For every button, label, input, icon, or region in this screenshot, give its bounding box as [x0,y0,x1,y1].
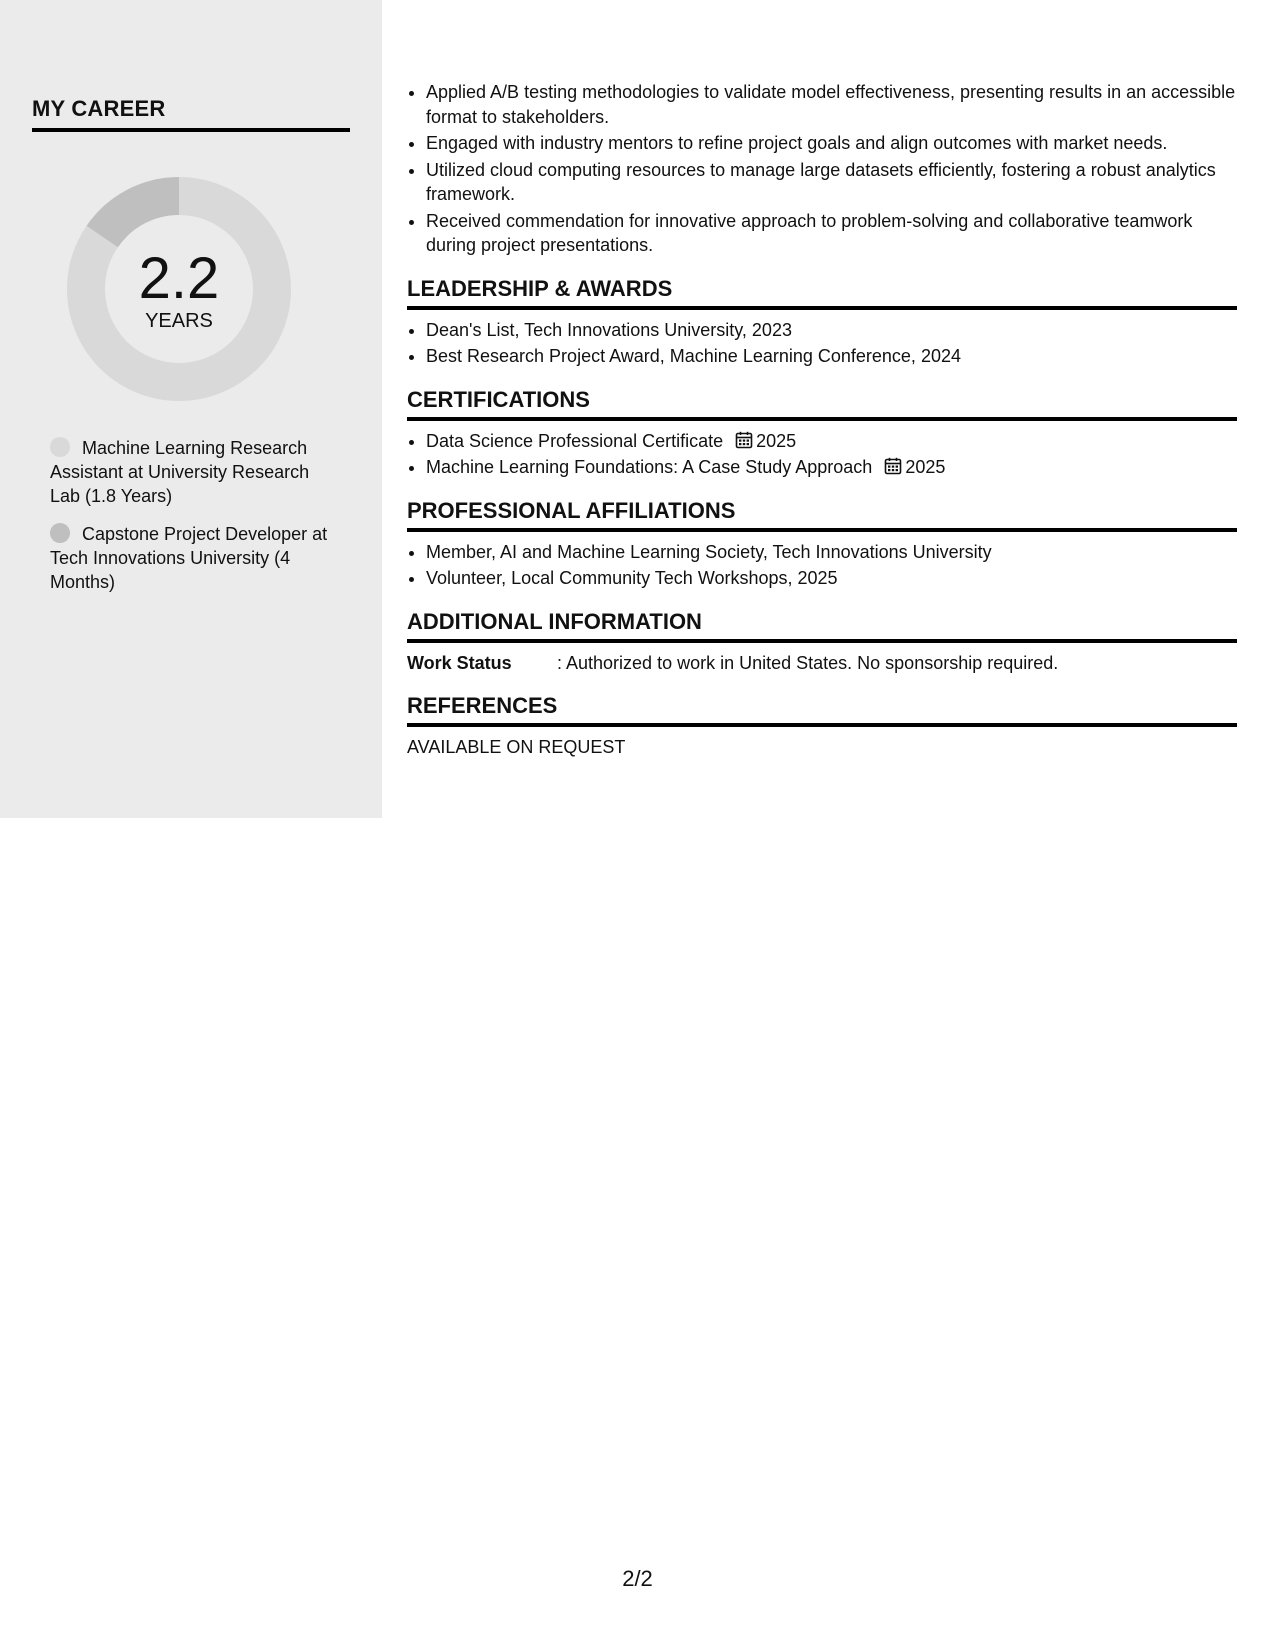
section-title: REFERENCES [407,692,558,718]
legend-item-capstone [50,522,330,594]
certifications-section [407,385,1237,480]
section-rule [407,417,1237,421]
legend-dot-icon [50,437,70,457]
leadership-section [407,274,1237,369]
list-item: • Received commendation for innovative approach to problem-solving and collaborative teamwork during project presentations. [426,209,1237,258]
list-item: • Engaged with industry mentors to refine project goals and align outcomes with market needs. [426,131,1237,156]
career-total-years: 2.2 [138,246,220,311]
list-item: • Dean's List, Tech Innovations University, 2023 [426,318,1237,343]
list-item: • Member, AI and Machine Learning Society, Tech Innovations University [426,540,1237,565]
additional-info-section [407,607,1237,675]
section-rule [407,306,1237,310]
references-section [407,691,1237,759]
legend-label: Machine Learning Research Assistant at University Research Lab (1.8 Years) [50,438,310,506]
list-item [426,455,1237,480]
calendar-icon [884,457,902,475]
experience-bullets [407,80,1237,258]
certification-year: 2025 [905,457,946,477]
affiliations-section [407,496,1237,591]
list-item [426,429,1237,454]
career-title-rule [32,128,350,132]
legend-item-research-assistant [50,436,330,508]
references-text: AVAILABLE ON REQUEST [407,736,626,757]
certification-name: Data Science Professional Certificate [426,430,724,451]
career-total-unit: YEARS [145,310,213,332]
legend-label: Capstone Project Developer at Tech Innovations University (4 Months) [50,524,328,592]
certification-name: Machine Learning Foundations: A Case Study Approach [426,457,873,477]
career-legend [50,436,330,608]
certification-year: 2025 [756,430,797,451]
career-title: MY CAREER [32,96,166,121]
section-rule [407,528,1237,532]
list-item: • Utilized cloud computing resources to manage large datasets efficiently, fostering a robust analytics framework. [426,158,1237,207]
page-number: 2/2 [622,1566,653,1591]
section-title: CERTIFICATIONS [407,386,590,412]
section-title: PROFESSIONAL AFFILIATIONS [407,497,736,523]
list-item: • Best Research Project Award, Machine Learning Conference, 2024 [426,344,1237,369]
section-title: LEADERSHIP & AWARDS [407,275,673,301]
section-title: ADDITIONAL INFORMATION [407,608,702,634]
calendar-icon [735,431,753,449]
section-rule [407,639,1237,643]
list-item: • Volunteer, Local Community Tech Workshops, 2025 [426,566,1237,591]
list-item: • Applied A/B testing methodologies to validate model effectiveness, presenting results in an accessible format to stakeholders. [426,80,1237,129]
work-status-value: : Authorized to work in United States. No sponsorship required. [557,652,1059,673]
work-status-row [407,651,1237,675]
legend-dot-icon [50,523,70,543]
section-rule [407,723,1237,727]
resume-main [407,80,1237,759]
work-status-label: Work Status [407,652,512,673]
career-sidebar [0,0,382,818]
